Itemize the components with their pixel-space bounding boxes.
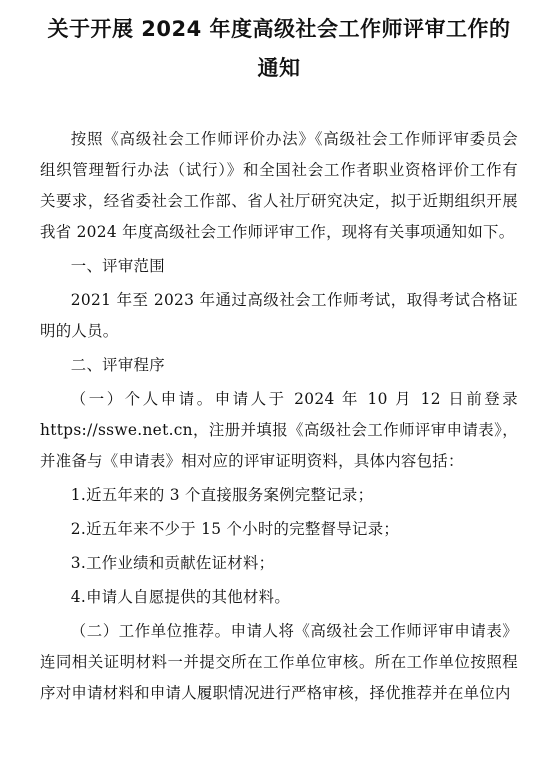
- list-item-4: 4.申请人自愿提供的其他材料。: [70, 588, 291, 606]
- title-line-2: 通知: [257, 56, 301, 80]
- employer-recommendation-paragraph: （二）工作单位推荐。申请人将《高级社会工作师评审申请表》连同相关证明材料一并提交所在工作单位审核。所在工作单位按照程序对申请材料和申请人履职情况进行严格审核，择优推荐并在单位内: [40, 622, 518, 702]
- scope-paragraph: 2021 年至 2023 年通过高级社会工作师考试，取得考试合格证明的人员。: [40, 291, 518, 340]
- list-item-2: 2.近五年来不少于 15 个小时的完整督导记录；: [70, 520, 400, 538]
- document-title: [40, 0, 518, 86]
- list-item-3: 3.工作业绩和贡献佐证材料；: [70, 554, 275, 572]
- section-heading-procedure: 二、评审程序: [70, 356, 165, 374]
- intro-paragraph: 按照《高级社会工作师评价办法》《高级社会工作师评审委员会组织管理暂行办法（试行）》和全国社会工作者职业资格评价工作有关要求，经省委社会工作部、省人社厅研究决定，拟于近期组织开展我省 2024 年度高级社会工作师评审工作，现将有关事项通知如下。: [40, 130, 518, 241]
- document-body: [40, 124, 518, 709]
- title-line-1: 关于开展 2024 年度高级社会工作师评审工作的: [47, 17, 511, 41]
- list-item-1: 1.近五年来的 3 个直接服务案例完整记录；: [70, 486, 374, 504]
- section-heading-scope: 一、评审范围: [70, 257, 165, 275]
- personal-application-paragraph: （一）个人申请。申请人于 2024 年 10 月 12 日前登录 https://sswe.net.cn，注册并填报《高级社会工作师评审申请表》，并准备与《申请表》相对应的评审证明资料，具体内容包括：: [40, 390, 518, 470]
